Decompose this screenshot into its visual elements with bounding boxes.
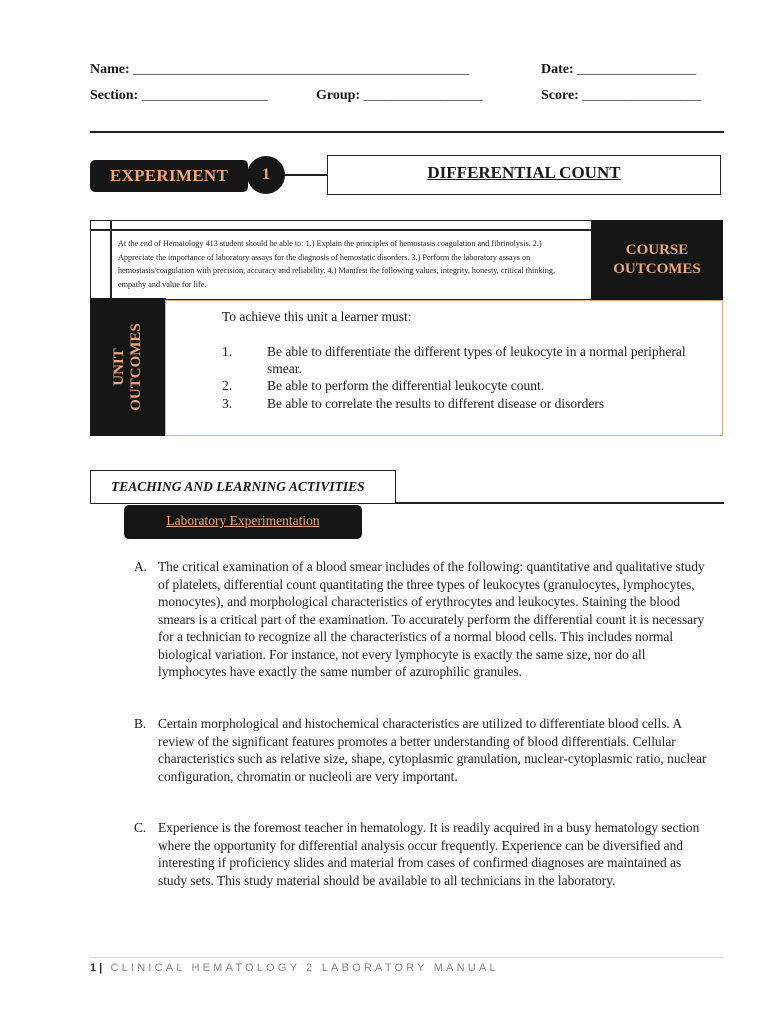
section-blank: __________________ [141, 88, 268, 103]
experiment-number: 1 [247, 156, 285, 194]
activity-letter: A. [134, 559, 148, 574]
activity-paragraph: Experience is the foremost teacher in hematology. It is readily acquired in a busy hematology section where the opportunity for differential analysis occur frequently. Experience can be diversified and interesting if proficiency slides and material from cases of confirmed diagnoses are maintained as study sets. This study material should be available to all technicians in the laboratory. [158, 820, 700, 888]
unit-outcomes-label-line2: OUTCOMES [127, 323, 144, 411]
course-outcomes-label [591, 222, 723, 298]
course-outcomes-label-line2: OUTCOMES [613, 261, 701, 277]
group-field [316, 88, 483, 104]
group-blank: _________________ [363, 88, 483, 103]
score-field [541, 88, 701, 104]
score-label: Score: [541, 88, 579, 103]
activity-letter: B. [134, 716, 147, 731]
unit-outcome-number: 2. [222, 378, 233, 393]
unit-outcomes-label [90, 300, 165, 434]
activities-subheading-pill [124, 505, 362, 539]
score-blank: _________________ [582, 88, 702, 103]
page-footer [90, 962, 499, 974]
section-label: Section: [90, 88, 139, 103]
date-field [541, 62, 696, 78]
page-number: 1 | [90, 962, 103, 974]
group-label: Group: [316, 88, 361, 103]
header-divider [90, 131, 724, 133]
activity-paragraph: The critical examination of a blood smear includes of the following: quantitative and qualitative study of platelets, differential count quantitating the three types of leukocytes (granulocytes, lymphocytes, monocytes), and morphological characteristics of erythrocytes and leukocytes. Staining the blood smears is a critical part of the examination. To accurately perform the differential count it is necessary for a technician to recognize all the characteristics of a normal blood cells. This includes normal biological variation. For instance, not every lymphocyte is exactly the same size, nor do all lymphocytes have exactly the same number of azurophilic granules. [158, 559, 705, 679]
activities-subheading: Laboratory Experimentation [166, 513, 320, 528]
section-field [90, 88, 268, 104]
unit-outcomes-label-line1: UNIT [110, 348, 127, 386]
course-outcomes-inner-edge [110, 220, 112, 300]
name-blank: ________________________________________________ [133, 62, 470, 77]
course-outcomes-inner-rule [90, 229, 592, 231]
activity-paragraph: Certain morphological and histochemical characteristics are utilized to differentiate blood cells. A review of the significant features promotes a better understanding of blood differentials. Cellular characteristics such as relative size, shape, cytoplasmic granulation, nuclear-cytoplasmic ratio, nuclear configuration, chromatin or nucleoli are very important. [158, 716, 707, 784]
unit-outcome-text: Be able to correlate the results to different disease or disorders [267, 396, 605, 411]
experiment-title: DIFFERENTIAL COUNT [427, 163, 621, 182]
unit-outcome-number: 1. [222, 344, 233, 359]
experiment-title-box [327, 155, 721, 195]
footer-divider [90, 957, 724, 958]
activities-heading: TEACHING AND LEARNING ACTIVITIES [90, 470, 396, 504]
footer-title: CLINICAL HEMATOLOGY 2 LABORATORY MANUAL [110, 962, 499, 974]
course-outcomes-text: At the end of Hematology 413 student should be able to: 1.) Explain the principles of hemostasis coagulation and fibrinolysis. 2.) Appreciate the importance of laboratory assays for the diagnosis of hemostatic disorders. 3.) Perform the laboratory assays on hemostasis/coagulation with precision, accuracy and reliability. 4.) Manifest the following values, integrity, honesty, critical thinking, empathy and value for life. [118, 239, 556, 289]
date-label: Date: [541, 62, 574, 77]
unit-outcomes-intro: To achieve this unit a learner must: [222, 309, 412, 324]
activity-letter: C. [134, 820, 147, 835]
unit-outcome-number: 3. [222, 396, 233, 411]
experiment-label: EXPERIMENT [90, 160, 248, 192]
name-label: Name: [90, 62, 130, 77]
unit-outcome-text: Be able to differentiate the different types of leukocyte in a normal peripheral smear. [267, 344, 686, 376]
experiment-connector [284, 174, 328, 176]
course-outcomes-label-line1: COURSE [625, 242, 689, 258]
name-field [90, 62, 469, 78]
unit-outcome-text: Be able to perform the differential leukocyte count. [267, 378, 545, 393]
date-blank: _________________ [577, 62, 697, 77]
activities-heading-rule [395, 502, 724, 504]
